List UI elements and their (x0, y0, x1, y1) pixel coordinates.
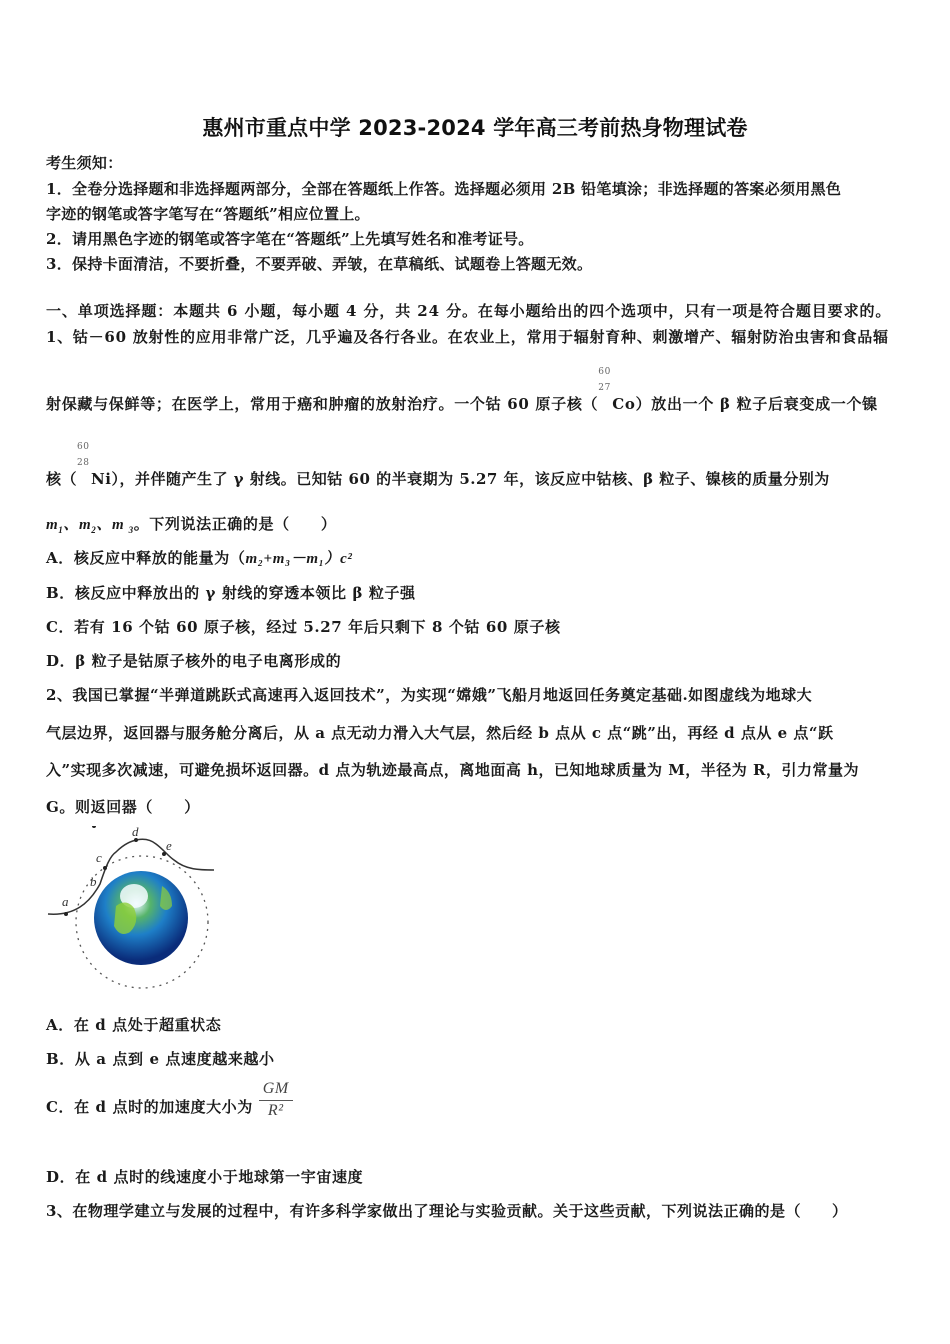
q2-option-b[interactable]: B．从 a 点到 e 点速度越来越小 (46, 1050, 275, 1068)
q2-line-1: 2、我国已掌握“半弹道跳跃式高速再入返回技术”，为实现“嫦娥”飞船月地返回任务奠定基础.如图虚线为地球大 (46, 686, 813, 704)
q2-line-4: G。则返回器（ ） (46, 798, 200, 816)
q2-option-c[interactable] (46, 1080, 293, 1120)
q1-text: 核（ (46, 470, 78, 488)
cobalt-nuclide (598, 367, 612, 409)
element-symbol: Co (612, 395, 636, 413)
q1-option-b[interactable]: B．核反应中释放出的 γ 射线的穿透本领比 β 粒子强 (46, 584, 416, 602)
fraction-denominator: R² (267, 1102, 284, 1119)
q1-option-c[interactable]: C．若有 16 个钴 60 原子核，经过 5.27 年后只剩下 8 个钴 60 原子核 (46, 618, 561, 636)
q2-option-d[interactable]: D．在 d 点时的线速度小于地球第一宇宙速度 (46, 1168, 364, 1186)
notice-item-2: 2．请用黑色字迹的钢笔或答字笔在“答题纸”上先填写姓名和准考证号。 (46, 230, 534, 248)
notice-item-3: 3．保持卡面清洁，不要折叠，不要弄破、弄皱，在草稿纸、试题卷上答题无效。 (46, 255, 593, 273)
q1-text: ）放出一个 β 粒子后衰变成一个镍 (635, 395, 878, 413)
atomic-number: 28 (77, 458, 90, 468)
option-text: C．在 d 点时的加速度大小为 (46, 1097, 253, 1116)
earth-globe-icon (44, 826, 220, 992)
fraction-numerator: GM (259, 1080, 293, 1101)
nickel-nuclide (77, 442, 91, 484)
mass-number: 60 (598, 367, 612, 377)
q3-line-1: 3、在物理学建立与发展的过程中，有许多科学家做出了理论与实验贡献。关于这些贡献，下列说法正确的是（ ） (46, 1202, 848, 1220)
acceleration-fraction (259, 1080, 293, 1120)
mass-symbols: $m_1$、$m_2$、m $_3$ (46, 517, 134, 535)
label-e: e (166, 838, 172, 853)
label-b: b (90, 874, 97, 889)
option-formula: m₂+m₃－m₁ (245, 551, 325, 567)
option-text: A．核反应中释放的能量为（ (46, 549, 246, 567)
section-heading: 一、单项选择题：本题共 6 小题，每小题 4 分，共 24 分。在每小题给出的四个选项中，只有一项是符合题目要求的。 (46, 302, 892, 320)
q1-option-d[interactable]: D．β 粒子是钴原子核外的电子电离形成的 (46, 652, 342, 670)
label-c: c (96, 850, 102, 865)
q1-line-2 (46, 367, 878, 414)
option-formula-tail: ）c² (324, 551, 353, 567)
q2-line-2: 气层边界，返回器与服务舱分离后，从 a 点无动力滑入大气层，然后经 b 点从 c 点“跳”出，再经 d 点从 e 点“跃 (46, 724, 834, 742)
label-a: a (62, 894, 69, 909)
mass-number: 60 (77, 442, 90, 452)
q2-option-a[interactable]: A．在 d 点处于超重状态 (46, 1016, 222, 1034)
q1-line-3 (46, 442, 830, 489)
element-symbol: Ni (91, 470, 112, 488)
atomic-number: 27 (598, 383, 612, 393)
label-d: d (132, 826, 139, 839)
q1-option-a[interactable] (46, 547, 352, 568)
q2-line-3: 入”实现多次减速，可避免损坏返回器。d 点为轨迹最高点，离地面高 h，已知地球质量为 M，半径为 R，引力常量为 (46, 761, 859, 779)
notice-item-1-cont: 字迹的钢笔或答字笔写在“答题纸”相应位置上。 (46, 205, 370, 223)
q1-line-4 (46, 513, 337, 535)
earth-trajectory-figure (44, 826, 220, 992)
q1-text: 射保藏与保鲜等；在医学上，常用于癌和肿瘤的放射治疗。一个钴 60 原子核（ (46, 395, 599, 413)
notice-item-1: 1．全卷分选择题和非选择题两部分，全部在答题纸上作答。选择题必须用 2B 铅笔填涂；非选择题的答案必须用黑色 (46, 180, 842, 198)
q1-text: 。下列说法正确的是（ ） (133, 515, 337, 533)
q1-text: ），并伴随产生了 γ 射线。已知钴 60 的半衰期为 5.27 年，该反应中钴核、β 粒子、镍核的质量分别为 (111, 470, 830, 488)
notice-heading: 考生须知： (46, 154, 123, 172)
q1-line-1: 1、钴－60 放射性的应用非常广泛，几乎遍及各行各业。在农业上，常用于辐射育种、刺激增产、辐射防治虫害和食品辐 (46, 328, 889, 346)
page-title: 惠州市重点中学 2023-2024 学年高三考前热身物理试卷 (202, 116, 748, 140)
